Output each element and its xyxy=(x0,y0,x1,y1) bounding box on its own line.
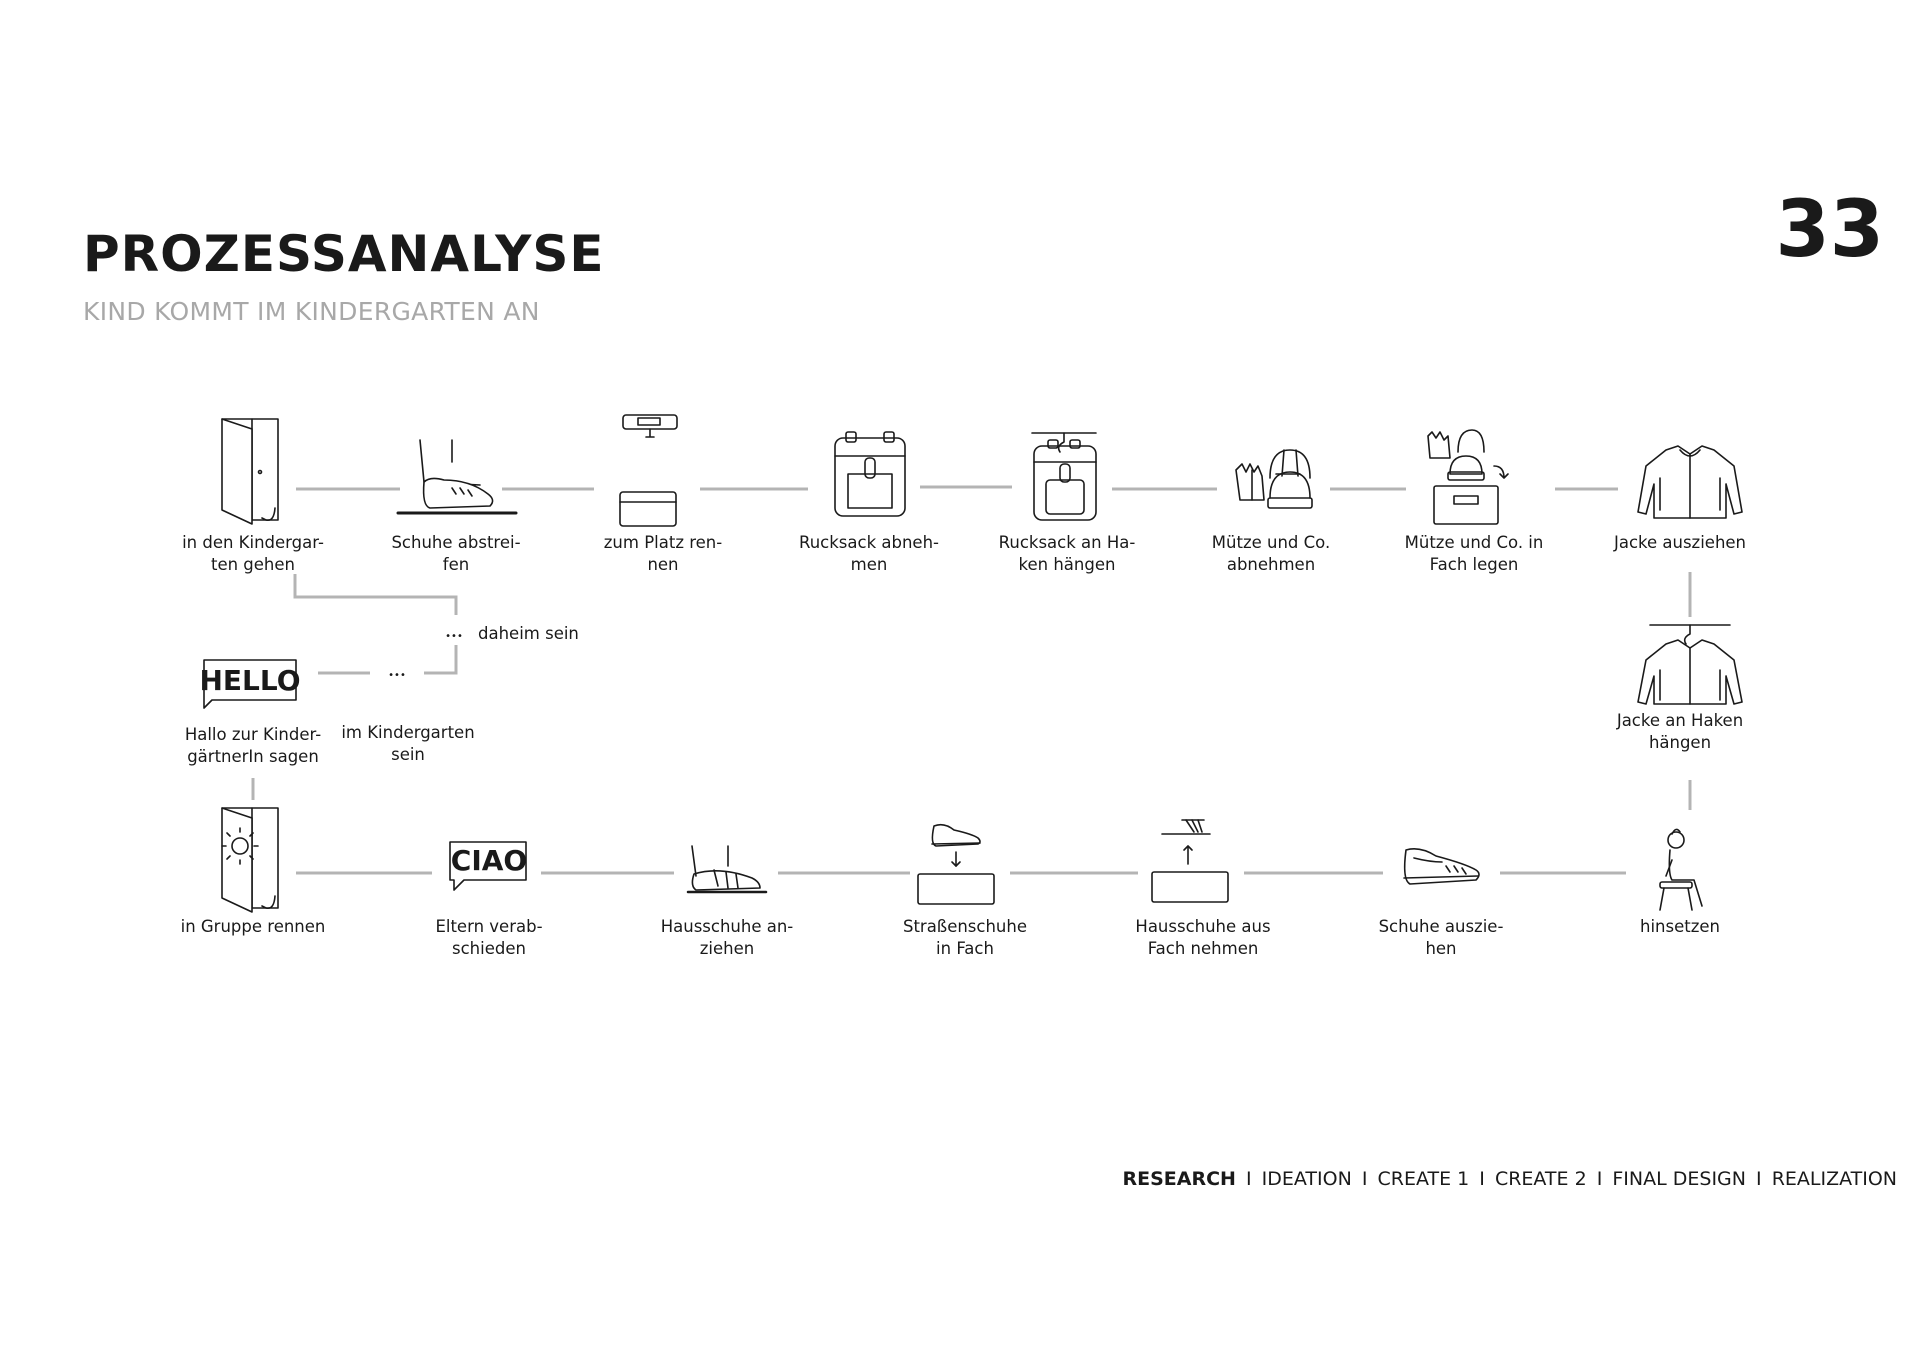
step-label-hat-box: Mütze und Co. in Fach legen xyxy=(1404,533,1544,574)
step-label-slippers-out: Hausschuhe aus Fach nehmen xyxy=(1135,917,1271,958)
slippers-from-cubby-icon xyxy=(1152,820,1228,902)
sandal-on-foot-icon xyxy=(688,846,766,892)
step-label-street-shoes-in: Straßenschuhe in Fach xyxy=(902,917,1028,958)
hat-into-box-icon xyxy=(1428,430,1508,524)
shoe-into-cubby-icon xyxy=(918,825,994,904)
nav-item-create-1: CREATE 1 xyxy=(1377,1168,1470,1190)
ciao-icon-text: CIAO xyxy=(450,844,528,877)
sneaker-icon xyxy=(1404,849,1479,884)
jacket-on-hook-icon xyxy=(1638,625,1742,704)
step-label-jacket-off: Jacke ausziehen xyxy=(1613,533,1747,552)
step-label-wipe-shoes: Schuhe abstrei- fen xyxy=(391,533,521,574)
step-label-hat-off: Mütze und Co. abnehmen xyxy=(1211,533,1331,574)
step-label-shoes-off: Schuhe auszie- hen xyxy=(1378,917,1504,958)
step-label-run-place: zum Platz ren- nen xyxy=(603,533,723,574)
nav-separator: I xyxy=(1756,1168,1762,1190)
step-label-slippers-on: Hausschuhe an- ziehen xyxy=(660,917,794,958)
step-label-run-group: in Gruppe rennen xyxy=(180,917,326,936)
nav-separator: I xyxy=(1361,1168,1368,1190)
step-label-door-enter: in den Kindergar- ten gehen xyxy=(182,533,324,574)
door-sun-icon xyxy=(222,808,278,912)
gloves-hat-scarf-icon xyxy=(1236,450,1312,508)
nav-separator: I xyxy=(1479,1168,1485,1190)
nav-item-ideation: IDEATION xyxy=(1261,1168,1352,1190)
nav-separator: I xyxy=(1596,1168,1603,1190)
ellipsis-icon-home: ••• xyxy=(445,631,463,642)
step-label-sit-down: hinsetzen xyxy=(1640,917,1720,936)
page-title: PROZESSANALYSE xyxy=(83,225,605,283)
step-label-backpack-hook: Rucksack an Ha- ken hängen xyxy=(998,533,1136,574)
step-label-say-goodbye: Eltern verab- schieden xyxy=(435,917,543,958)
child-sitting-icon xyxy=(1660,829,1702,910)
step-label-in-kindergarten: im Kindergarten sein xyxy=(341,723,475,764)
jacket-icon xyxy=(1638,446,1742,518)
step-label-backpack-off: Rucksack abneh- men xyxy=(799,533,939,574)
nav-item-realization: REALIZATION xyxy=(1771,1168,1897,1190)
nav-separator: I xyxy=(1246,1168,1252,1190)
shoe-on-doormat-icon xyxy=(398,440,516,513)
hello-icon-text: HELLO xyxy=(199,664,301,697)
backpack-on-hook-icon xyxy=(1032,433,1096,520)
step-label-at-home: daheim sein xyxy=(478,624,579,643)
nav-item-create-2: CREATE 2 xyxy=(1494,1168,1587,1190)
step-label-jacket-hook: Jacke an Haken hängen xyxy=(1616,711,1744,752)
door-icon xyxy=(222,419,278,524)
page-number: 33 xyxy=(1775,185,1884,275)
backpack-icon xyxy=(835,432,905,516)
step-label-say-hello: Hallo zur Kinder- gärtnerIn sagen xyxy=(184,725,322,766)
cubby-nameplate-icon xyxy=(620,415,677,526)
page-subtitle: KIND KOMMT IM KINDERGARTEN AN xyxy=(83,297,540,326)
section-navigation xyxy=(1123,1168,1898,1190)
ellipsis-icon-kindergarten: ••• xyxy=(388,670,406,681)
nav-item-research: RESEARCH xyxy=(1122,1168,1236,1190)
nav-item-final-design: FINAL DESIGN xyxy=(1612,1168,1746,1190)
